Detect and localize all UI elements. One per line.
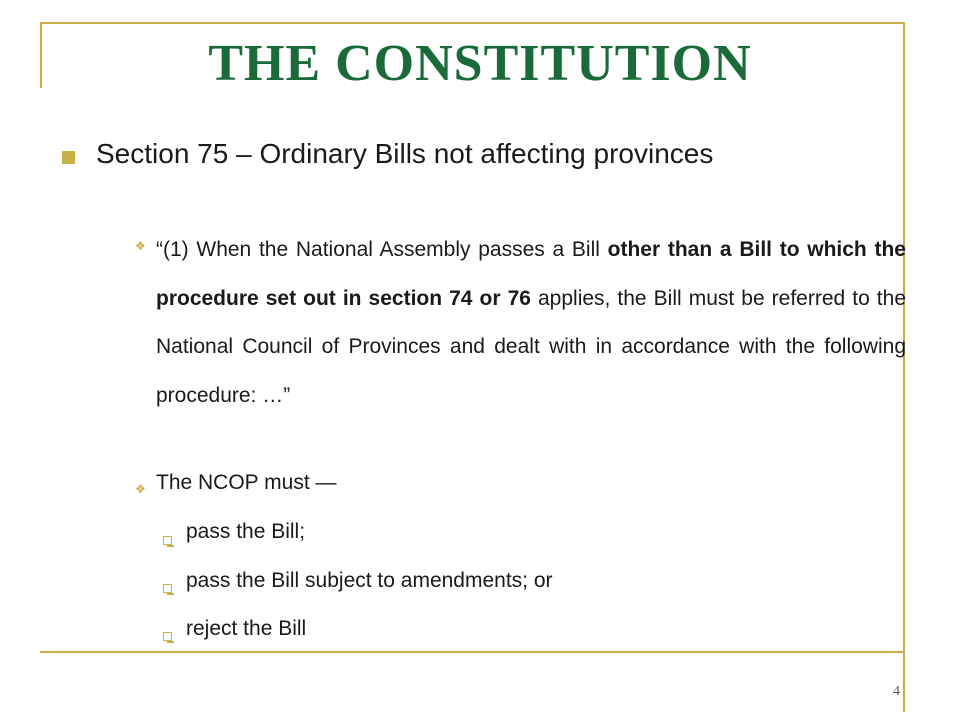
quote-text-part1: “(1) When the National Assembly passes a Bill	[156, 238, 608, 261]
option-amend: pass the Bill subject to amendments; or	[186, 569, 553, 592]
checkbox-bullet-icon	[163, 632, 172, 641]
checkbox-bullet-icon	[163, 536, 172, 545]
ncop-lead-text: The NCOP must —	[156, 471, 337, 494]
square-bullet-icon	[62, 151, 75, 164]
option-pass: pass the Bill;	[186, 520, 306, 543]
option-reject: reject the Bill	[186, 617, 307, 640]
diamond-bullet-icon: ❖	[135, 482, 146, 496]
checkbox-bullet-icon	[163, 584, 172, 593]
frame-top-line	[40, 22, 904, 24]
quote-paragraph	[156, 226, 906, 420]
quote-text-part2: applies, the Bill must be referred to the National Council of Provinces and dealt with in accordance with the following procedure: …”	[156, 286, 907, 407]
section-heading: Section 75 – Ordinary Bills not affecting provinces	[96, 138, 714, 169]
quote-text-bold: other than a Bill to which the procedure set out in section 74 or 76	[156, 238, 906, 310]
slide-title: THE CONSTITUTION	[208, 35, 752, 92]
frame-bottom-line	[40, 651, 905, 653]
diamond-bullet-icon: ❖	[135, 239, 146, 253]
page-number: 4	[893, 684, 900, 699]
